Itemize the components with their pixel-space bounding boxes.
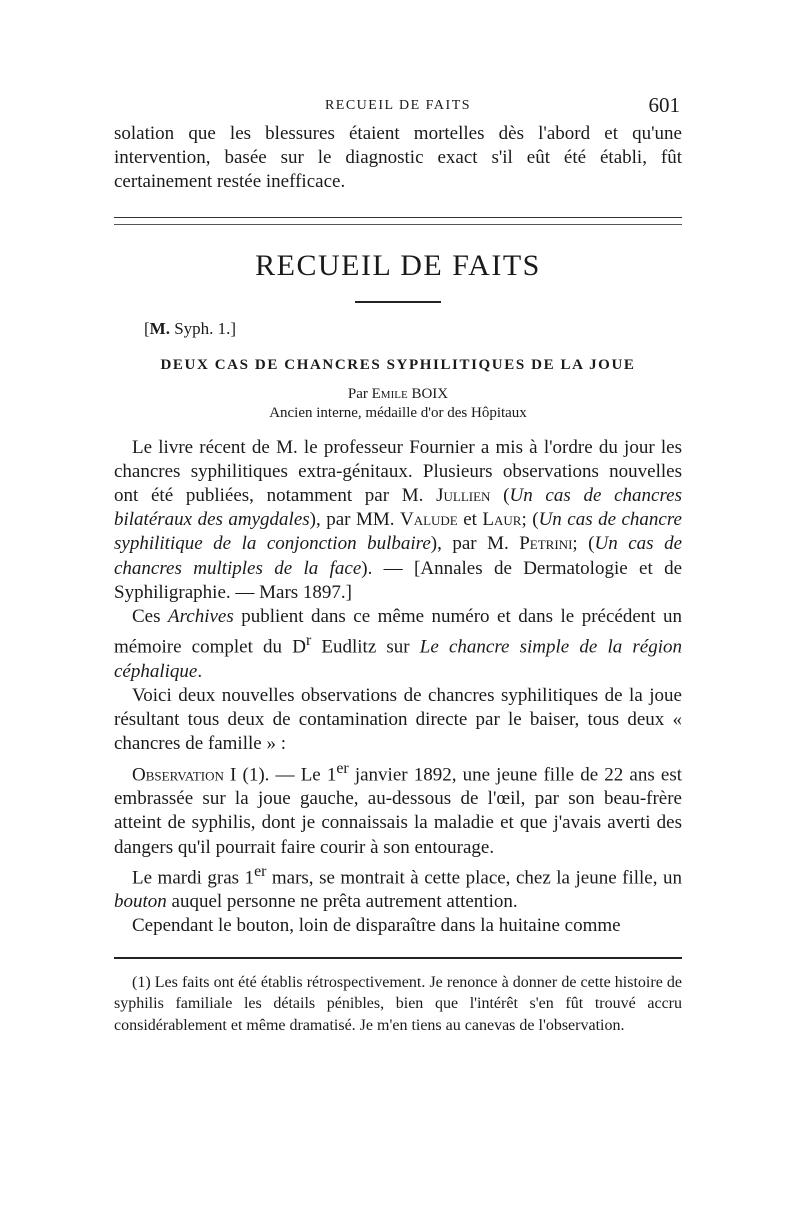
paragraph-3: Voici deux nouvelles observations de chancres syphilitiques de la joue résultant tous deux de contamination directe par le baiser, tous deux « chancres de famille » : — [114, 684, 682, 755]
text-run: ; ( — [572, 533, 595, 555]
work-title: Un cas de chancres bilatéraux des amygdales — [114, 485, 682, 531]
continued-paragraph: solation que les blessures étaient mortelles dès l'abord et qu'une intervention, basée sur le diagnostic exact s'il eût été établi, fût certainement restée inefficace. — [114, 123, 682, 193]
byline-prefix: Par — [347, 385, 372, 402]
emphasis: bouton — [114, 891, 167, 913]
classification-letter: M. — [149, 318, 170, 338]
text-run: I (1). — Le 1 — [223, 763, 337, 785]
author-first-name: Emile — [371, 385, 408, 402]
footnote-text: (1) Les faits ont été établis rétrospectivement. Je renonce à donner de cette histoire de syphilis familiale les détails pénibles, bien que l'intérêt s'en fût trouvé accru considérablement et même dramatisé. Je m'en tiens au canevas de l'observation. — [114, 973, 682, 1034]
author-name: Jullien — [436, 485, 491, 507]
author-affiliation: Ancien interne, médaille d'or des Hôpitaux — [269, 404, 527, 421]
byline — [114, 386, 682, 403]
author-name: Petrini — [519, 533, 573, 555]
superscript: er — [336, 759, 349, 777]
text-run: . — [197, 660, 203, 682]
author-name: Valude — [399, 509, 458, 531]
classification-rest: Syph. 1.] — [169, 318, 237, 338]
section-title: RECUEIL DE FAITS — [255, 248, 541, 282]
journal-title: Archives — [167, 606, 234, 628]
text-run: ( — [490, 485, 510, 507]
article-body — [114, 436, 682, 939]
paragraph-2 — [114, 605, 682, 684]
text-run: ), par M. — [430, 533, 520, 555]
text-run: auquel personne ne prêta autrement attention. — [166, 891, 518, 913]
text-run: Ces — [132, 606, 168, 628]
author-name: Laur — [482, 509, 522, 531]
text-run: mars, se montrait à cette place, chez la jeune fille, un — [266, 867, 683, 889]
work-title: Le chancre simple de la région céphalique — [114, 636, 682, 682]
superscript: er — [254, 862, 267, 880]
paragraph-4 — [114, 757, 682, 860]
text-run: et — [457, 509, 483, 531]
text-run: ), par MM. — [309, 509, 400, 531]
page-content — [114, 93, 683, 1036]
observation-label: Observation — [132, 763, 224, 785]
classification-code — [144, 319, 682, 339]
author-last-name: BOIX — [407, 385, 449, 402]
classification-open: [ — [144, 318, 150, 338]
page-number: 601 — [648, 93, 680, 117]
article-title: DEUX CAS DE CHANCRES SYPHILITIQUES DE LA JOUE — [160, 356, 636, 373]
text-run: ). — [Annales de Dermatologie et de Syphiligraphie. — Mars 1897.] — [114, 557, 682, 603]
paragraph-1 — [114, 436, 682, 605]
section-divider — [114, 217, 682, 225]
paragraph-5 — [114, 860, 682, 915]
footnote-rule — [114, 957, 682, 959]
running-header-title: RECUEIL DE FAITS — [324, 98, 472, 113]
text-run: janvier 1892, une jeune fille de 22 ans est embrassée sur la joue gauche, au-dessous de l'œil, par son beau-frère atteint de syphilis, dont je connaissais la maladie et que j'avais averti des dangers qu'il pourrait faire courir à son entourage. — [114, 763, 682, 858]
paragraph-6: Cependant le bouton, loin de disparaître dans la huitaine comme — [132, 915, 621, 937]
running-header — [114, 93, 682, 122]
work-title: Un cas de chancres multiples de la face — [114, 533, 682, 579]
text-run: publient dans ce même numéro et dans le précédent un mémoire complet du D — [114, 606, 683, 658]
footnote — [114, 972, 682, 1037]
superscript: r — [305, 632, 312, 650]
text-run: Eudlitz sur — [311, 636, 420, 658]
text-run: Le mardi gras 1 — [132, 867, 255, 889]
title-underline — [355, 301, 441, 303]
text-run: ; ( — [521, 509, 539, 531]
text-run: Le livre récent de M. le professeur Fournier a mis à l'ordre du jour les chancres syphilitiques extra-génitaux. Plusieurs observations nouvelles ont été publiées, notamment par M. — [114, 436, 682, 507]
work-title: Un cas de chancre syphilitique de la conjonction bulbaire — [114, 509, 682, 555]
